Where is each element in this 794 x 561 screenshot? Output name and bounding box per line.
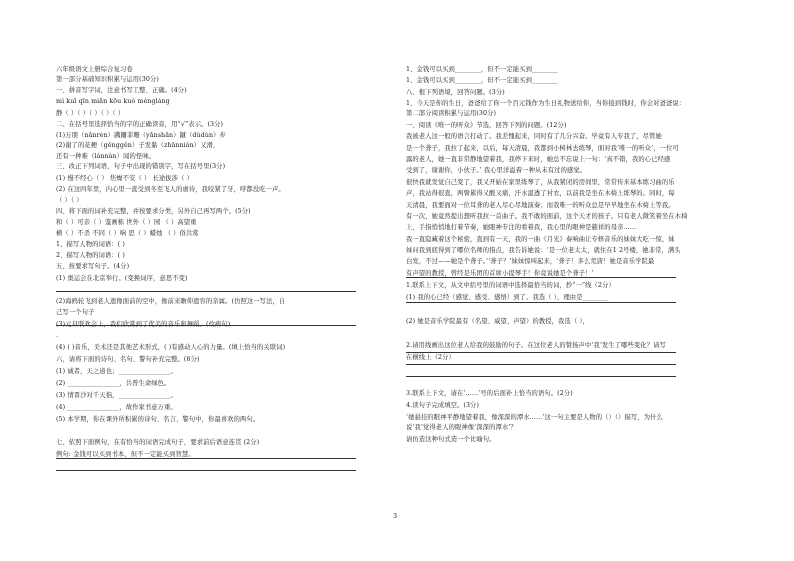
answer-line[interactable] (56, 470, 356, 471)
right-line: 天清晨，我要面对一位耳聋的老人尽心尽地演奏；而我唯一的听众总是早早地坐在木椅上等我。 (406, 202, 675, 209)
answer-line[interactable] (406, 352, 676, 353)
right-line: 声，我站得很直，两臂累得又酸又痛，汗水湿透了衬衣，以前我是坐在木椅上练琴的。同时，每 (406, 190, 675, 197)
left-line: (2) ________________，共普生命绿色。 (56, 380, 171, 387)
left-line: 横（ ）不杀 不同（ ）响 思（ ）蜡烛 （ ）俗共赏 (56, 230, 199, 237)
left-line: (1)万朋（nǎnrèn）蹒跚菲珊（yǎnshān）蹴（dùdùn）步 (56, 132, 226, 139)
right-line: (2) 她是音乐学院最有（名望、威望、声望）的教授，我选（ ）， (406, 318, 589, 325)
left-line: (3)元旦联欢会上，我们欣赏到了优美的音乐和舞蹈。(改病句) (56, 321, 231, 328)
right-line: 我一直隐藏着这个秘密，直到有一天，我的一曲《月光》奏响曲让专修音乐的妹妹大吃一惊，妹 (406, 236, 675, 243)
left-line: 六、请将下面的诗句、名句、警句补充完整。(6分) (56, 356, 200, 363)
right-line: 在横线上（2分） (406, 354, 455, 361)
left-line: mì kuī qīn miǎn kōu kuò méngláng (56, 98, 170, 105)
right-line: 八、根下列语境，回答问题。(3分) (406, 89, 505, 96)
left-line: (1) 慢不经心（ ） 焦燥不安（ ） 长途拔涉（ ） (56, 175, 193, 182)
right-line: 第二部分阅读积累与运用(30分) (406, 110, 497, 117)
left-line: 七、依照下面例句，在有恰当的词语完成句子，要求前后语意连贯 (2分) (56, 439, 260, 446)
right-line: 4.读句子完成填空。(3分) (406, 402, 479, 409)
right-line: 有声望的教授，曾经是乐团的首席小提琴手！你竟说她是个聋子！’ (406, 270, 594, 277)
left-line: 一、拼音写字词，注意书写工整、正确。(4分) (56, 87, 187, 94)
left-line: (2)谢了的花梗（gěnggěn）子发黏（zhānnián）又滑， (56, 142, 220, 149)
answer-line[interactable] (56, 458, 356, 459)
left-line: 六年级语文上册综合复习卷 (56, 66, 133, 73)
page-number: 3 (393, 512, 398, 520)
right-line: 说‘我’觉得老人的眼神像‘深深的潭水’？ (406, 424, 517, 431)
left-line: 静（ ）（ ）（ ）（ ）（ ） (56, 110, 125, 117)
left-line: 五、按要求写句子。(4分) (56, 263, 130, 270)
right-line: 有一次，她竟然提出想听我拉一首曲子。我不敢的面前，这个天才的孩子。只有老人微笑着坐在木椅 (406, 213, 688, 220)
left-line: 1、描写人物的词语：( ) (56, 241, 125, 248)
left-line: 2、描写人物的词语：( ) (56, 252, 125, 259)
right-line: 1、今天是你的生日，爸爸给了你一个百元钱作为生日礼物送给你，当你接到钱时，你会对爸爸说： (406, 100, 686, 107)
left-line: (1) 诚者，天之道也；________________。 (56, 368, 177, 375)
answer-line[interactable] (56, 325, 356, 326)
left-line: (4) ( )音乐，美术还是其他艺术形式，( )有感动人心的力量。(填上恰当的关联词) (56, 344, 286, 351)
answer-line[interactable] (406, 302, 676, 303)
left-line: 己写一个句子 (56, 309, 95, 316)
left-line: 第一部分基础知识积累与运用(30分) (56, 76, 159, 83)
right-line: 白发，不过——她是个聋子。’‘聋子？’妹妹惊叫起来，‘聋子！多么荒唐！她是音乐学院最 (406, 258, 655, 265)
right-line: ‘她悬挂的眼神平静地望着我，像深深的潭水……’这一句主要是人物的（）（）描写，为什么 (406, 414, 663, 421)
left-line: (2) 在这四年里，内心里一直受到冬至飞人的虐待，我咬紧了牙，呼都没吃一声。 (56, 186, 285, 193)
answer-line[interactable] (406, 376, 676, 377)
right-line: 露的老人，她一直非常静地望着我，我停下来时，她总不忘说上一句：‘真不错，我的心已经感 (406, 156, 671, 163)
left-line: 例句: 金钱可以买到书本，但不一定能买到智慧。 (56, 451, 195, 458)
answer-line[interactable] (406, 364, 676, 365)
right-line: 1、金钱可以买到________，但不一定能买到________ (406, 66, 559, 73)
left-line: 还有一种难（lánnàn）闻的怪味。 (56, 153, 156, 160)
left-line: 二、在括号里选择恰当的字的正确读音，用“√”表示。(3分) (56, 121, 224, 128)
right-line: 是一个聋子，我拉了起来，以后，每天清晨，我都到小树林去练琴，面对我‘唯一的听众’，一位可 (406, 145, 679, 152)
left-line: (1) 奥运会在北京举行。(变换词序，意思不变) (56, 275, 188, 282)
left-line: 三、改正下列词语，句子中出现的错别字，写在括号里(3分) (56, 163, 226, 170)
answer-line[interactable] (56, 291, 356, 292)
right-line: 1.联系上下文，从文中括号里的词语中选择最恰当的词，抄“一”线（2分） (406, 282, 615, 289)
right-line: 3.联系上下文，请在‘……’号的后面补上恰当的语句。(2分) (406, 390, 573, 397)
left-line: 和（ ）可亲（ ）鉴画栋 世外（ ）园 （ ）高望重 (56, 219, 197, 226)
right-line: 请仿造这种句式造一个比喻句。 (406, 436, 496, 443)
right-line: 上，手指悄悄地打着节奏，她眼神专注的看着我，我心里的眼神是慈祥的母亲…… (406, 224, 637, 231)
right-line: 2.请用线画出这位老人给我的鼓励的句子。在这位老人的赞扬声中‘我’发生了哪些变化？请写 (406, 342, 666, 349)
left-line: 四、将下面的词补充完整，并按要求分类，另外自己再写两个。(5分) (56, 208, 251, 215)
right-line: (1) 我的心已经（感觉、感受、感悟）到了。我选（ ），理由是________ (406, 294, 609, 301)
left-line: . (56, 332, 59, 339)
left-line: (2)海鸥轮飞到老人遗像面前的空中，像前来瞻仰遗容的亲属。(仿照这一写法，自 (56, 298, 286, 305)
right-line: 妹问我到底得到了哪位名师的指点，我告诉她说：‘是一位老太太，就住在1 2号楼，她非常，满头 (406, 247, 681, 254)
right-line: 我被老人这一般的语言打动了。我差愧起来，同时有了几分兴奋。毕竟有人专我了，尽管她 (406, 133, 662, 140)
left-line: (3) 情晋沙对千天指，________________。 (56, 392, 177, 399)
left-line: (4) ________________，故作家书意万重。 (56, 404, 177, 411)
right-line: 很快我就发觉自己变了，我又开始在家里练琴了，从我紧闭的房间里，常常传来基本练习曲的乐 (406, 179, 675, 186)
right-line: 受到了，谢谢你，小伙子。’ 我心里洋溢着一种从未有过的感觉。 (406, 167, 587, 174)
right-line: 一、阅读《唯一的听众》节选，回答下列的问题。(12分) (406, 122, 567, 129)
answer-line[interactable] (406, 277, 676, 278)
left-line: (5) 本学期，你在课外所积累的诗句、名言、警句中，你最喜欢的两句。 (56, 416, 260, 423)
right-line: 1、金钱可以买到________，但不一定能买到________ (406, 77, 559, 84)
left-line: （ ）（ ） (56, 197, 83, 204)
